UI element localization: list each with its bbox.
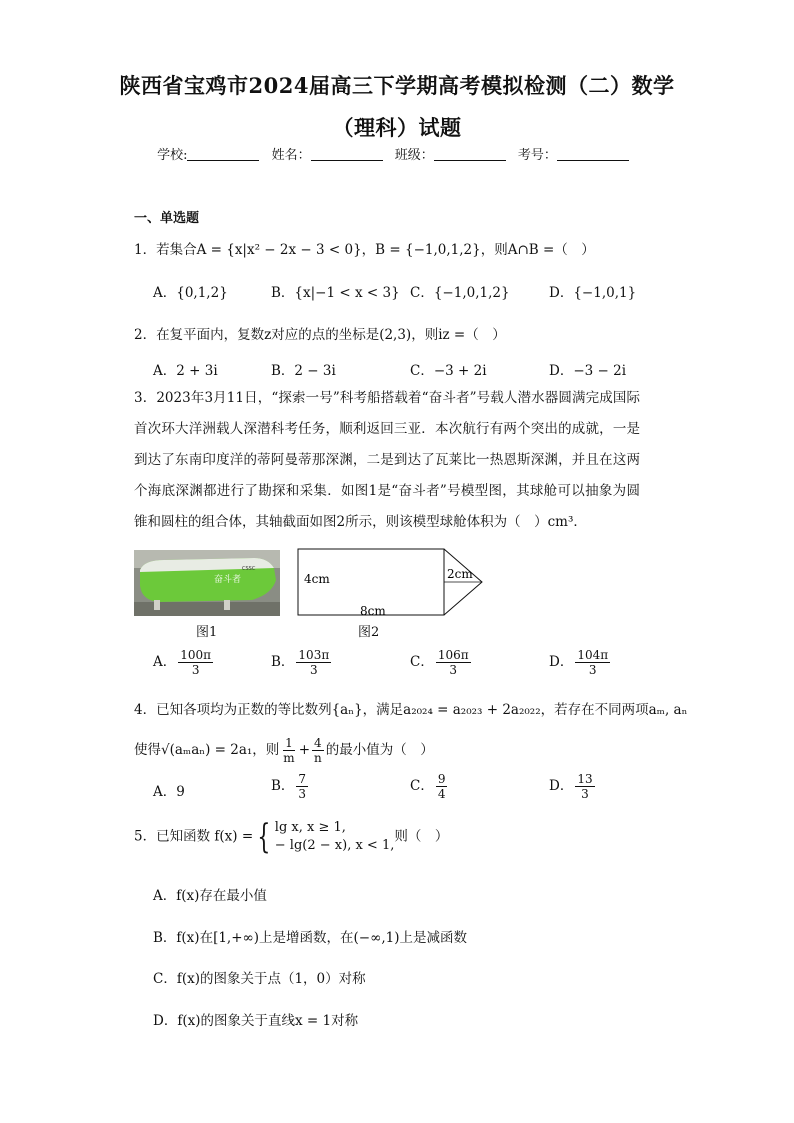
q3-option-b[interactable]: B． $\frac{103\pi}{3}$ [271,648,330,677]
label-cone: 2cm [447,567,473,581]
figure-1-caption: 图1 [196,625,218,640]
name-label: 姓名： [271,148,311,163]
question-4-stem-line1: 4．已知各项均为正数的等比数列{aₙ}，满足a₂₀₂₄ = a₂₀₂₃ + 2a₂₀₂₂，若存在不同两项aₘ, aₙ [134,702,688,718]
q2-option-c[interactable]: C．−3 + 2i [410,363,487,379]
q4-option-c[interactable]: C． $\frac{9}{4}$ [410,772,446,801]
exam-no-blank[interactable] [557,148,629,161]
question-3-stem: 3．2023年3月11日，“探索一号”科考船搭载着“奋斗者”号载人潜水器圆满完成国际首次环大洋洲载人深潜科考任务，顺利返回三亚．本次航行有两个突出的成就，一是到达了东南印度洋的蒂阿曼蒂那深渊，二是到达了瓦莱比一热恩斯深渊，并且在这两个海底深渊都进行了勘探和采集．如图1是“奋斗者”号模型图，其球舱可以抽象为圆锥和圆柱的组合体，其轴截面如图2所示，则该模型球舱体积为（ ）cm³． [134,390,640,530]
q1-option-b[interactable]: B．{x|−1 < x < 3} [271,285,400,301]
q5-option-c[interactable]: C．f(x)的图象关于点（1，0）对称 [153,971,366,987]
student-info-row [0,144,794,163]
label-height: 4cm [304,572,330,586]
photo-badge: CSSC [242,566,256,572]
piecewise-case-2: − lg(2 − x), x < 1, [274,838,395,853]
q1-option-d[interactable]: D．{−1,0,1} [549,285,637,301]
exam-no-label: 考号： [517,148,557,163]
q2-option-d[interactable]: D．−3 − 2i [549,363,627,379]
q4-option-b[interactable]: B． $\frac{7}{3}$ [271,772,307,801]
q1-option-c[interactable]: C．{−1,0,1,2} [410,285,510,301]
question-1-stem: 1．若集合A = {x|x² − 2x − 3 < 0}，B = {−1,0,1,2}，则A∩B =（ ） [134,242,595,258]
question-4-stem-line2: 使得√(aₘaₙ) = 2a₁，则 $\frac{1}{m}$ + $\frac{4}{n}$ 的最小值为（ ） [134,736,434,765]
photo-caption-text: 奋斗者 [214,575,242,585]
label-length: 8cm [360,604,386,618]
q3-option-d[interactable]: D． $\frac{104\pi}{3}$ [549,648,609,677]
q5-option-d[interactable]: D．f(x)的图象关于直线x = 1对称 [153,1013,359,1029]
class-blank[interactable] [434,148,506,161]
piecewise-case-1: lg x, x ≥ 1, [274,820,346,835]
q1-option-a[interactable]: A．{0,1,2} [153,285,228,301]
q4-option-d[interactable]: D． $\frac{13}{3}$ [549,772,593,801]
q3-option-a[interactable]: A． $\frac{100\pi}{3}$ [153,648,212,677]
figure-2-caption: 图2 [358,625,380,640]
exam-title-line2: （理科）试题 [332,115,462,140]
question-2-stem: 2．在复平面内，复数z对应的点的坐标是(2,3)，则iz =（ ） [134,327,506,343]
school-blank[interactable] [187,148,259,161]
q2-option-b[interactable]: B．2 − 3i [271,363,336,379]
figure-1-submersible-photo [134,550,280,616]
figure-2-cross-section [296,547,488,619]
q2-option-a[interactable]: A．2 + 3i [153,363,218,379]
question-5-stem: 5．已知函数 f(x) = { lg x, x ≥ 1, − lg(2 − x), x < 1,则（ ） [134,817,449,857]
q3-option-c[interactable]: C． $\frac{106\pi}{3}$ [410,648,469,677]
q5-option-b[interactable]: B．f(x)在[1,+∞)上是增函数，在(−∞,1)上是减函数 [153,930,468,946]
section-heading: 一、单选题 [134,211,200,226]
q4-option-a[interactable]: A．9 [153,784,185,800]
school-label: 学校: [157,148,188,163]
name-blank[interactable] [311,148,383,161]
exam-title-line1: 陕西省宝鸡市2024届高三下学期高考模拟检测（二）数学 [119,73,675,98]
q5-option-a[interactable]: A．f(x)存在最小值 [153,888,267,904]
class-label: 班级： [394,148,434,163]
